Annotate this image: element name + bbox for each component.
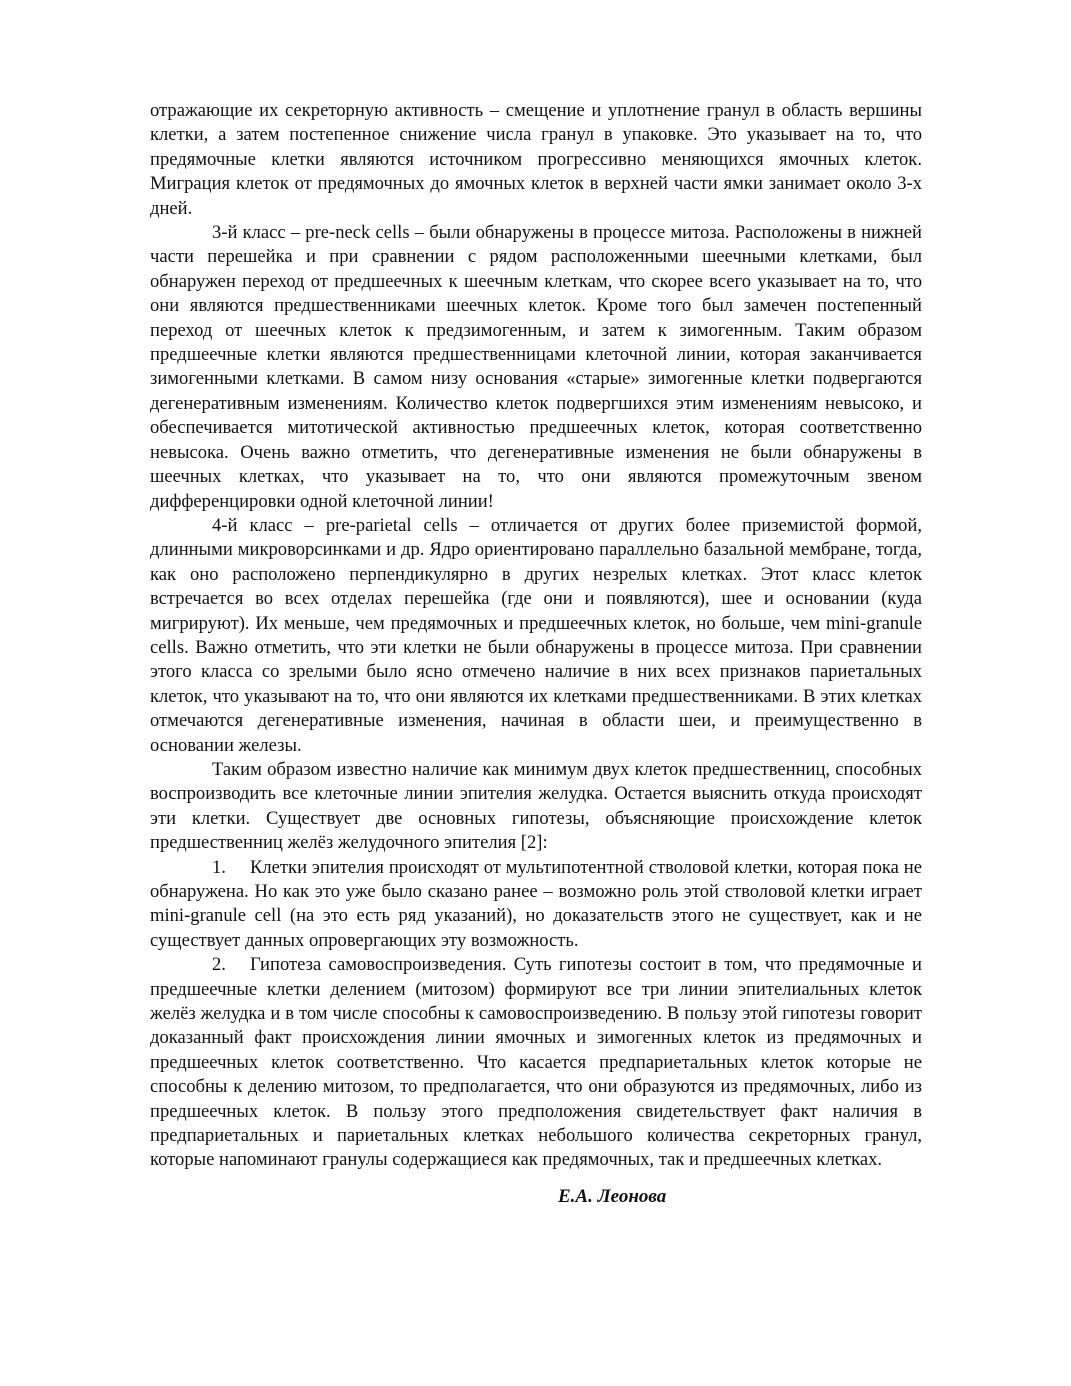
list-item bbox=[150, 856, 922, 954]
paragraph-pre-neck-cells: 3-й класс – pre-neck cells – были обнаружены в процессе митоза. Расположены в нижней части перешейка и при сравнении с рядом расположенными шеечными клетками, был обнаружен переход от предшеечных к шеечным клеткам, что скорее всего указывает на то, что они являются предшественниками шеечных клеток. Кроме того был замечен постепенный переход от шеечных клеток к предзимогенным, и затем к зимогенным. Таким образом предшеечные клетки являются предшественницами клеточной линии, которая заканчивается зимогенными клетками. В самом низу основания «старые» зимогенные клетки подвергаются дегенеративным изменениям. Количество клеток подвергшихся этим изменениям невысоко, и обеспечивается митотической активностью предшеечных клеток, которая соответственно невысока. Очень важно отметить, что дегенеративные изменения не были обнаружены в шеечных клетках, что указывает на то, что они являются промежуточным звеном дифференцировки одной клеточной линии! bbox=[150, 222, 922, 512]
paragraph-pre-parietal-cells: 4-й класс – pre-parietal cells – отличается от других более приземистой формой, длинными микроворсинками и др. Ядро ориентировано параллельно базальной мембране, тогда, как оно расположено перпендикулярно в других незрелых клетках. Этот класс клеток встречается во всех отделах перешейка (где они и появляются), шее и основании (куда мигрируют). Их меньше, чем предямочных и предшеечных клеток, но больше, чем mini-granule cells. Важно отметить, что эти клетки не были обнаружены в процессе митоза. При сравнении этого класса со зрелыми было ясно отмечено наличие в них всех признаков париетальных клеток, что указывают на то, что они являются их клетками предшественниками. В этих клетках отмечаются дегенеративные изменения, начиная в области шеи, и преимущественно в основании железы. bbox=[150, 514, 922, 756]
list-number: 2. bbox=[212, 954, 226, 976]
document-body bbox=[150, 99, 922, 1173]
author-signature: Е.А. Леонова bbox=[558, 1186, 667, 1207]
paragraph-hypotheses-intro: Таким образом известно наличие как минимум двух клеток предшественниц, способных воспроизводить все клеточные линии эпителия желудка. Остается выяснить откуда происходят эти клетки. Существует две основных гипотезы, объясняющие происхождение клеток предшественниц желёз желудочного эпителия [2]: bbox=[150, 758, 922, 854]
list-number: 1. bbox=[212, 856, 226, 878]
list-item-text: Клетки эпителия происходят от мультипотентной стволовой клетки, которая пока не обнаружена. Но как это уже было сказано ранее – возможно роль этой стволовой клетки играет mini-granule cell (на это есть ряд указаний), но доказательств этого не существует, как и не существует данных опровергающих эту возможность. bbox=[150, 856, 922, 951]
list-item-text: Гипотеза самовоспроизведения. Суть гипотезы состоит в том, что предямочные и предшеечные клетки делением (митозом) формируют все три линии эпителиальных клеток желёз желудка и в том числе способны к самовоспроизведению. В пользу этой гипотезы говорит доказанный факт происхождения линии ямочных и зимогенных клеток из предямочных и предшеечных клеток соответственно. Что касается предпариетальных клеток которые не способны к делению митозом, то предполагается, что они образуются из предямочных, либо из предшеечных клеток. В пользу этого предположения свидетельствует факт наличия в предпариетальных и париетальных клетках небольшого количества секреторных гранул, которые напоминают гранулы содержащиеся как предямочных, так и предшеечных клетках. bbox=[150, 954, 922, 1171]
list-item bbox=[150, 953, 922, 1173]
paragraph-continuation: отражающие их секреторную активность – смещение и уплотнение гранул в область вершины клетки, а затем постепенное снижение числа гранул в упаковке. Это указывает на то, что предямочные клетки являются источником прогрессивно меняющихся ямочных клеток. Миграция клеток от предямочных до ямочных клеток в верхней части ямки занимает около 3-х дней. bbox=[150, 100, 922, 219]
